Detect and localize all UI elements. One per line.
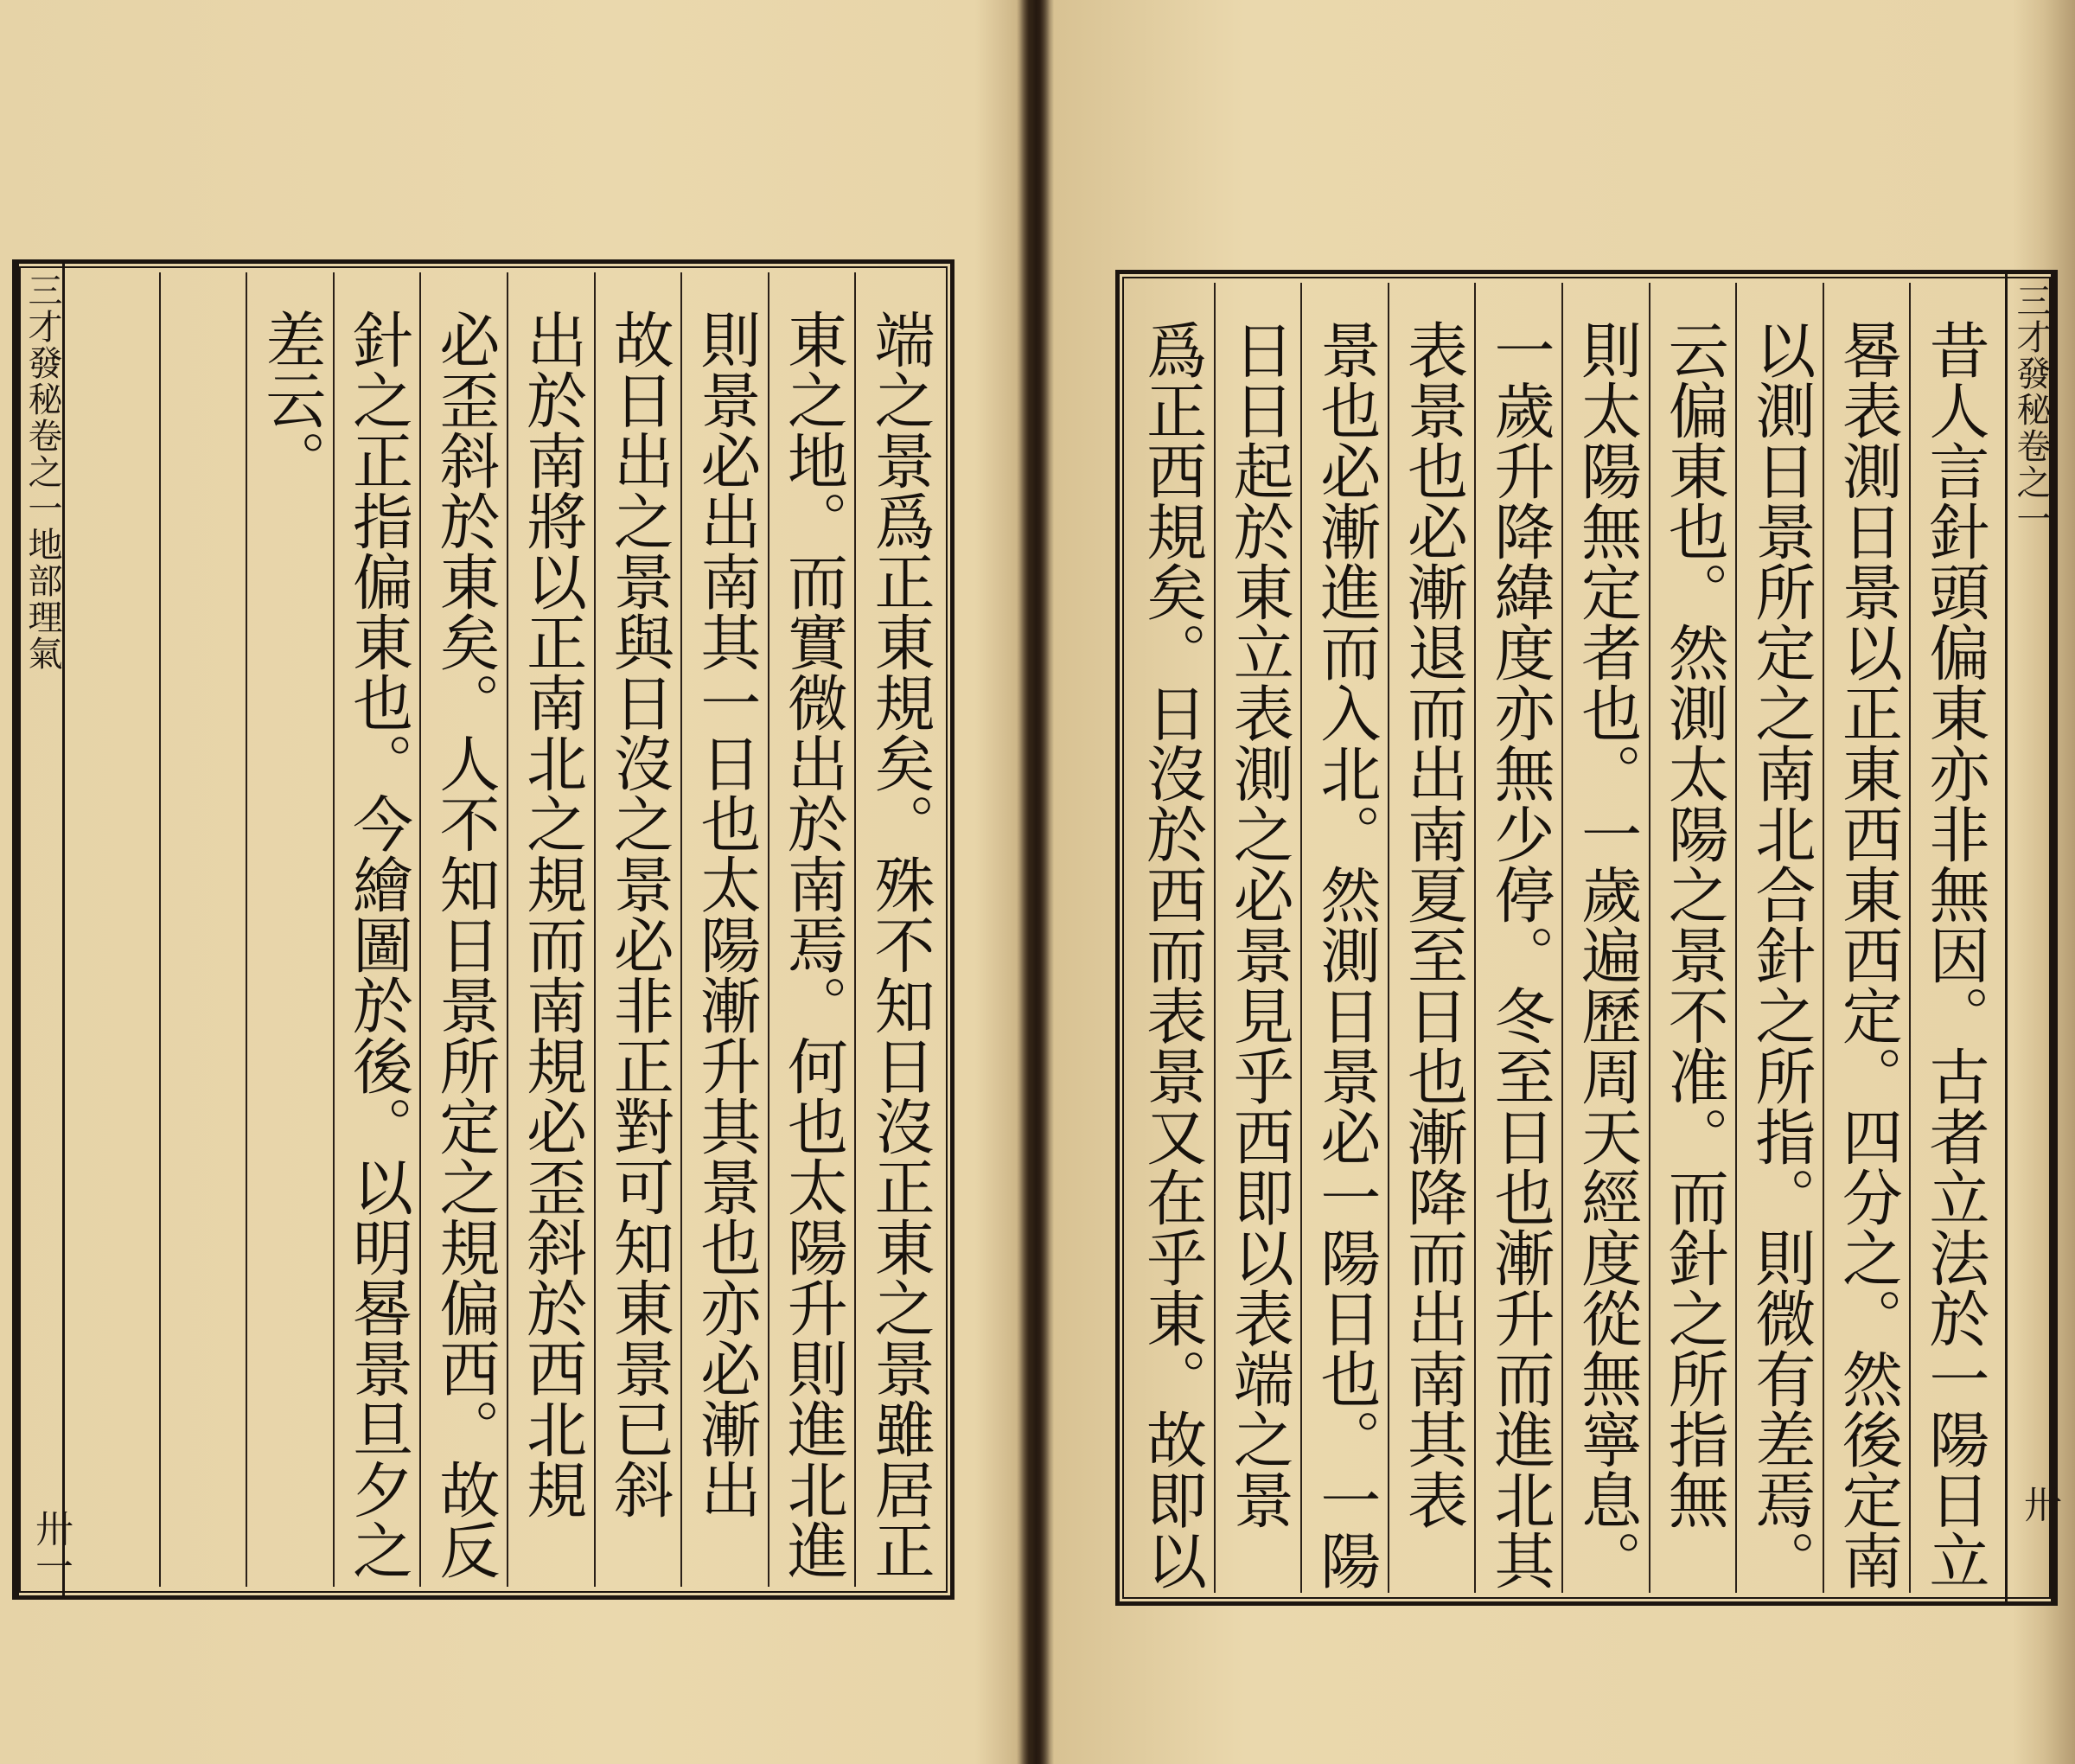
left-text-columns — [73, 272, 942, 1587]
left-folio-number: 卅一 — [29, 1509, 73, 1585]
section-label: 地部理氣 — [22, 527, 62, 672]
text-column: 必歪斜於東矣。人不知日景所定之規偏西。故反 — [419, 272, 507, 1587]
right-text-columns — [1128, 283, 1996, 1593]
text-column — [159, 272, 246, 1587]
right-page-frame — [1115, 270, 2061, 1606]
text-column: 故日出之景與日沒之景必非正對可知東景已斜 — [594, 272, 681, 1587]
left-page — [0, 0, 1027, 1764]
right-running-title: 三才發秘卷之一 — [2011, 283, 2051, 537]
text-column: 爲正西規矣。日沒於西而表景又在乎東。故即以 — [1136, 319, 1208, 1590]
text-column: 差云。 — [246, 272, 333, 1587]
text-column: 日日起於東立表測之必景見乎西即以表端之景 — [1214, 283, 1301, 1593]
text-column: 昔人言針頭偏東亦非無因。古者立法於一陽日立 — [1909, 283, 1996, 1593]
right-folio-number: 卅 — [2017, 1485, 2061, 1523]
text-column: 景也必漸進而入北。然測日景必一陽日也。一陽 — [1300, 283, 1388, 1593]
text-column: 表景也必漸退而出南夏至日也漸降而出南其表 — [1388, 283, 1475, 1593]
text-column: 則景必出南其一日也太陽漸升其景也亦必漸出 — [680, 272, 768, 1587]
book-spine — [1020, 0, 1050, 1764]
left-running-title — [24, 272, 61, 672]
right-page — [1036, 0, 2075, 1764]
text-column: 東之地。而實微出於南焉。何也太陽升則進北進 — [768, 272, 855, 1587]
text-column: 出於南將以正南北之規而南規必歪斜於西北規 — [507, 272, 594, 1587]
text-column: 以測日景所定之南北合針之所指。則微有差焉。 — [1735, 283, 1823, 1593]
text-column: 端之景爲正東規矣。殊不知日沒正東之景雖居正 — [854, 272, 942, 1587]
text-column: 針之正指偏東也。今繪圖於後。以明晷景旦夕之 — [333, 272, 420, 1587]
right-margin-block — [2005, 274, 2061, 1601]
left-margin-block — [16, 264, 73, 1595]
text-column: 晷表測日景以正東西東西定。四分之。然後定南 — [1823, 283, 1910, 1593]
text-column: 一歲升降緯度亦無少停。冬至日也漸升而進北其 — [1474, 283, 1561, 1593]
text-column — [73, 272, 159, 1587]
left-page-frame — [12, 259, 954, 1600]
book-title-label: 三才發秘卷之一 — [22, 272, 62, 527]
text-column: 則太陽無定者也。一歲遍歷周天經度從無寧息。 — [1561, 283, 1649, 1593]
text-column: 云偏東也。然測太陽之景不准。而針之所指無 — [1649, 283, 1736, 1593]
